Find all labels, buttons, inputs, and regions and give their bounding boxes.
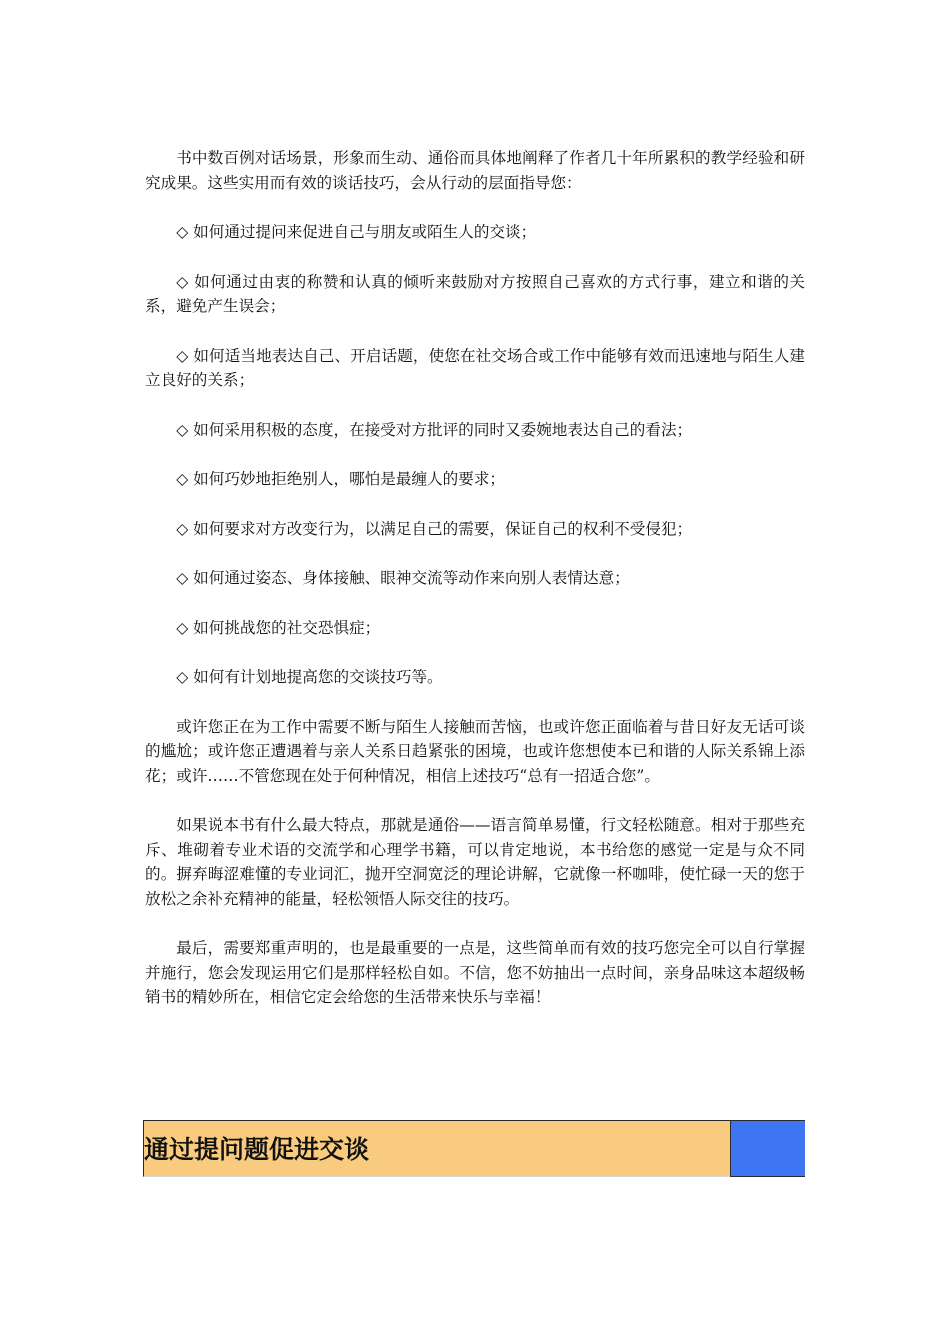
section-heading-bar bbox=[143, 1120, 805, 1177]
section-heading-accent-block bbox=[730, 1121, 805, 1177]
bullet-item: ◇ 如何要求对方改变行为，以满足自己的需要，保证自己的权利不受侵犯； bbox=[176, 519, 693, 538]
bullet-item: ◇ 如何挑战您的社交恐惧症； bbox=[176, 618, 381, 637]
section-heading-title: 通过提问题促进交谈 bbox=[144, 1135, 370, 1164]
bullet-item: ◇ 如何通过提问来促进自己与朋友或陌生人的交谈； bbox=[176, 223, 537, 241]
bullet-item: ◇ 如何通过姿态、身体接触、眼神交流等动作来向别人表情达意； bbox=[176, 569, 630, 587]
section-heading-background bbox=[143, 1121, 730, 1177]
bullet-item: ◇ 如何通过由衷的称赞和认真的倾听来鼓励对方按照自己喜欢的方式行事，建立和谐的关系，避免产生误会； bbox=[145, 272, 805, 315]
body-paragraph: 最后，需要郑重声明的，也是最重要的一点是，这些简单而有效的技巧您完全可以自行掌握并施行，您会发现运用它们是那样轻松自如。不信，您不妨抽出一点时间，亲身品味这本超级畅销书的精妙所在，相信它定会给您的生活带来快乐与幸福！ bbox=[145, 939, 805, 1006]
bullet-item: ◇ 如何适当地表达自己、开启话题，使您在社交场合或工作中能够有效而迅速地与陌生人建立良好的关系； bbox=[145, 346, 805, 389]
body-paragraph: 或许您正在为工作中需要不断与陌生人接触而苦恼，也或许您正面临着与昔日好友无话可谈的尴尬；或许您正遭遇着与亲人关系日趋紧张的困境，也或许您想使本已和谐的人际关系锦上添花；或许……不管您现在处于何种情况，相信上述技巧“总有一招适合您”。 bbox=[145, 717, 805, 785]
body-paragraph: 如果说本书有什么最大特点，那就是通俗——语言简单易懂，行文轻松随意。相对于那些充斥、堆砌着专业术语的交流学和心理学书籍，可以肯定地说，本书给您的感觉一定是与众不同的。摒弃晦涩难懂的专业词汇，抛开空洞宽泛的理论讲解，它就像一杯咖啡，使忙碌一天的您于放松之余补充精神的能量，轻松领悟人际交往的技巧。 bbox=[145, 816, 805, 908]
body-text bbox=[145, 146, 805, 1010]
bullet-item: ◇ 如何采用积极的态度，在接受对方批评的同时又委婉地表达自己的看法； bbox=[176, 420, 693, 439]
intro-paragraph: 书中数百例对话场景，形象而生动、通俗而具体地阐释了作者几十年所累积的教学经验和研究成果。这些实用而有效的谈话技巧，会从行动的层面指导您： bbox=[145, 149, 805, 192]
bullet-item: ◇ 如何有计划地提高您的交谈技巧等。 bbox=[176, 668, 443, 686]
bullet-item: ◇ 如何巧妙地拒绝别人，哪怕是最缠人的要求； bbox=[176, 470, 506, 488]
